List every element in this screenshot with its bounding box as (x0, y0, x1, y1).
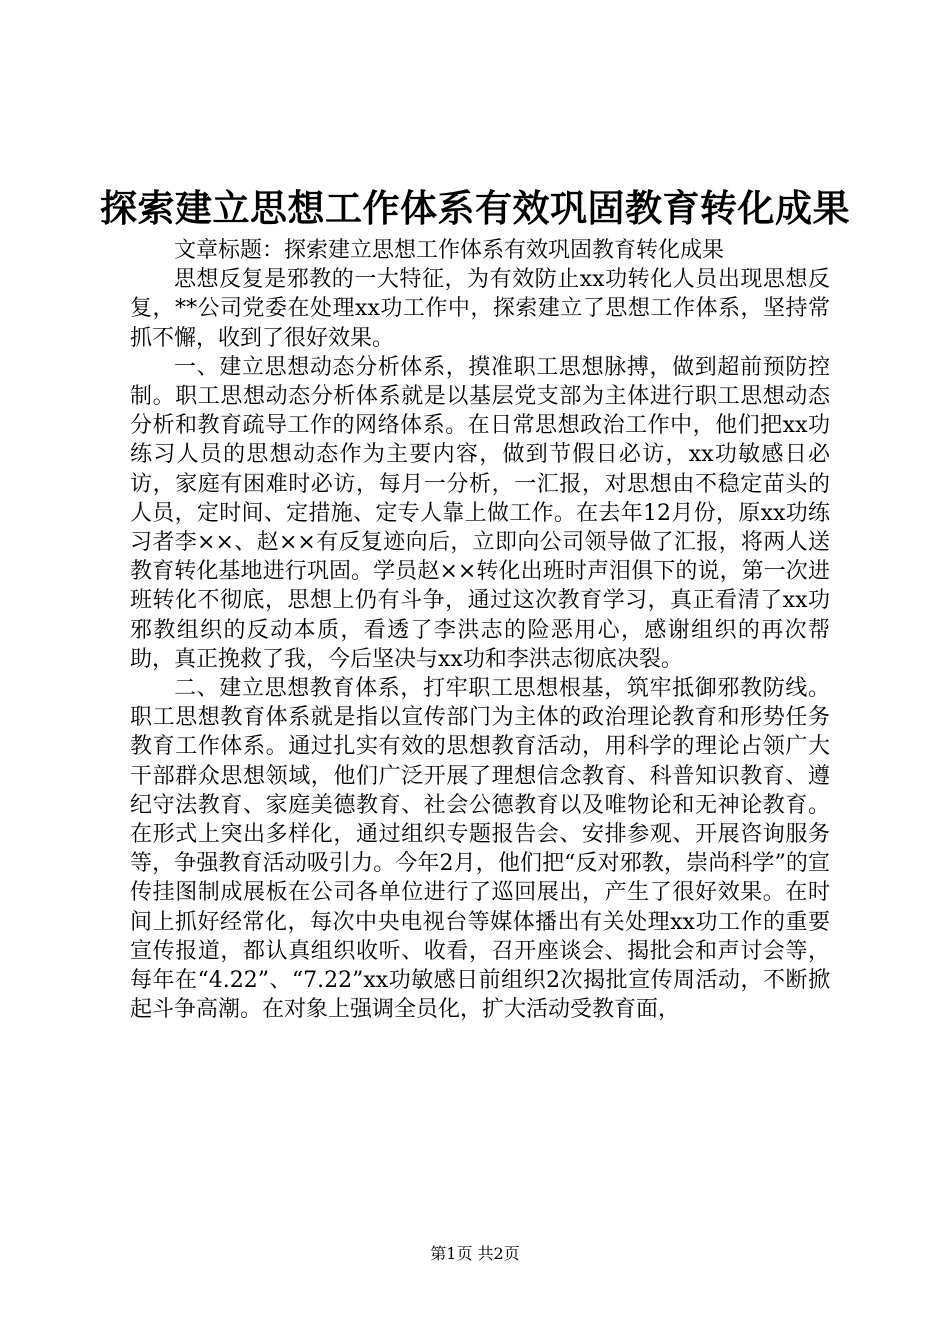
section-two-paragraph: 二、建立思想教育体系，打牢职工思想根基，筑牢抵御邪教防线。职工思想教育体系就是指以宣传部门为主体的政治理论教育和形势任务教育工作体系。通过扎实有效的思想教育活动，用科学的理论占领广大干部群众思想领域，他们广泛开展了理想信念教育、科普知识教育、遵纪守法教育、家庭美德教育、社会公德教育以及唯物论和无神论教育。在形式上突出多样化，通过组织专题报告会、安排参观、开展咨询服务等，争强教育活动吸引力。今年2月，他们把“反对邪教，崇尚科学”的宣传挂图制成展板在公司各单位进行了巡回展出，产生了很好效果。在时间上抓好经常化，每次中央电视台等媒体播出有关处理xx功工作的重要宣传报道，都认真组织收听、收看，召开座谈会、揭批会和声讨会等，每年在“4.22”、“7.22”xx功敏感日前组织2次揭批宣传周活动，不断掀起斗争高潮。在对象上强调全员化，扩大活动受教育面， (130, 676, 830, 1023)
section-one-paragraph: 一、建立思想动态分析体系，摸准职工思想脉搏，做到超前预防控制。职工思想动态分析体系就是以基层党支部为主体进行职工思想动态分析和教育疏导工作的网络体系。在日常思想政治工作中，他们把xx功练习人员的思想动态作为主要内容，做到节假日必访，xx功敏感日必访，家庭有困难时必访，每月一分析，一汇报，对思想由不稳定苗头的人员，定时间、定措施、定专人靠上做工作。在去年12月份，原xx功练习者李××、赵××有反复迹向后，立即向公司领导做了汇报，将两人送教育转化基地进行巩固。学员赵××转化出班时声泪俱下的说，第一次进班转化不彻底，思想上仍有斗争，通过这次教育学习，真正看清了xx功邪教组织的反动本质，看透了李洪志的险恶用心，感谢组织的再次帮助，真正挽救了我，今后坚决与xx功和李洪志彻底决裂。 (130, 354, 830, 672)
page-number-footer: 第1页 共2页 (430, 1244, 520, 1263)
article-title-line: 文章标题：探索建立思想工作体系有效巩固教育转化成果 (174, 238, 725, 263)
intro-paragraph: 思想反复是邪教的一大特征，为有效防止xx功转化人员出现思想反复，**公司党委在处理xx功工作中，探索建立了思想工作体系，坚持常抓不懈，收到了很好效果。 (130, 267, 830, 351)
document-title: 探索建立思想工作体系有效巩固教育转化成果 (100, 186, 850, 230)
document-body (130, 236, 830, 1024)
